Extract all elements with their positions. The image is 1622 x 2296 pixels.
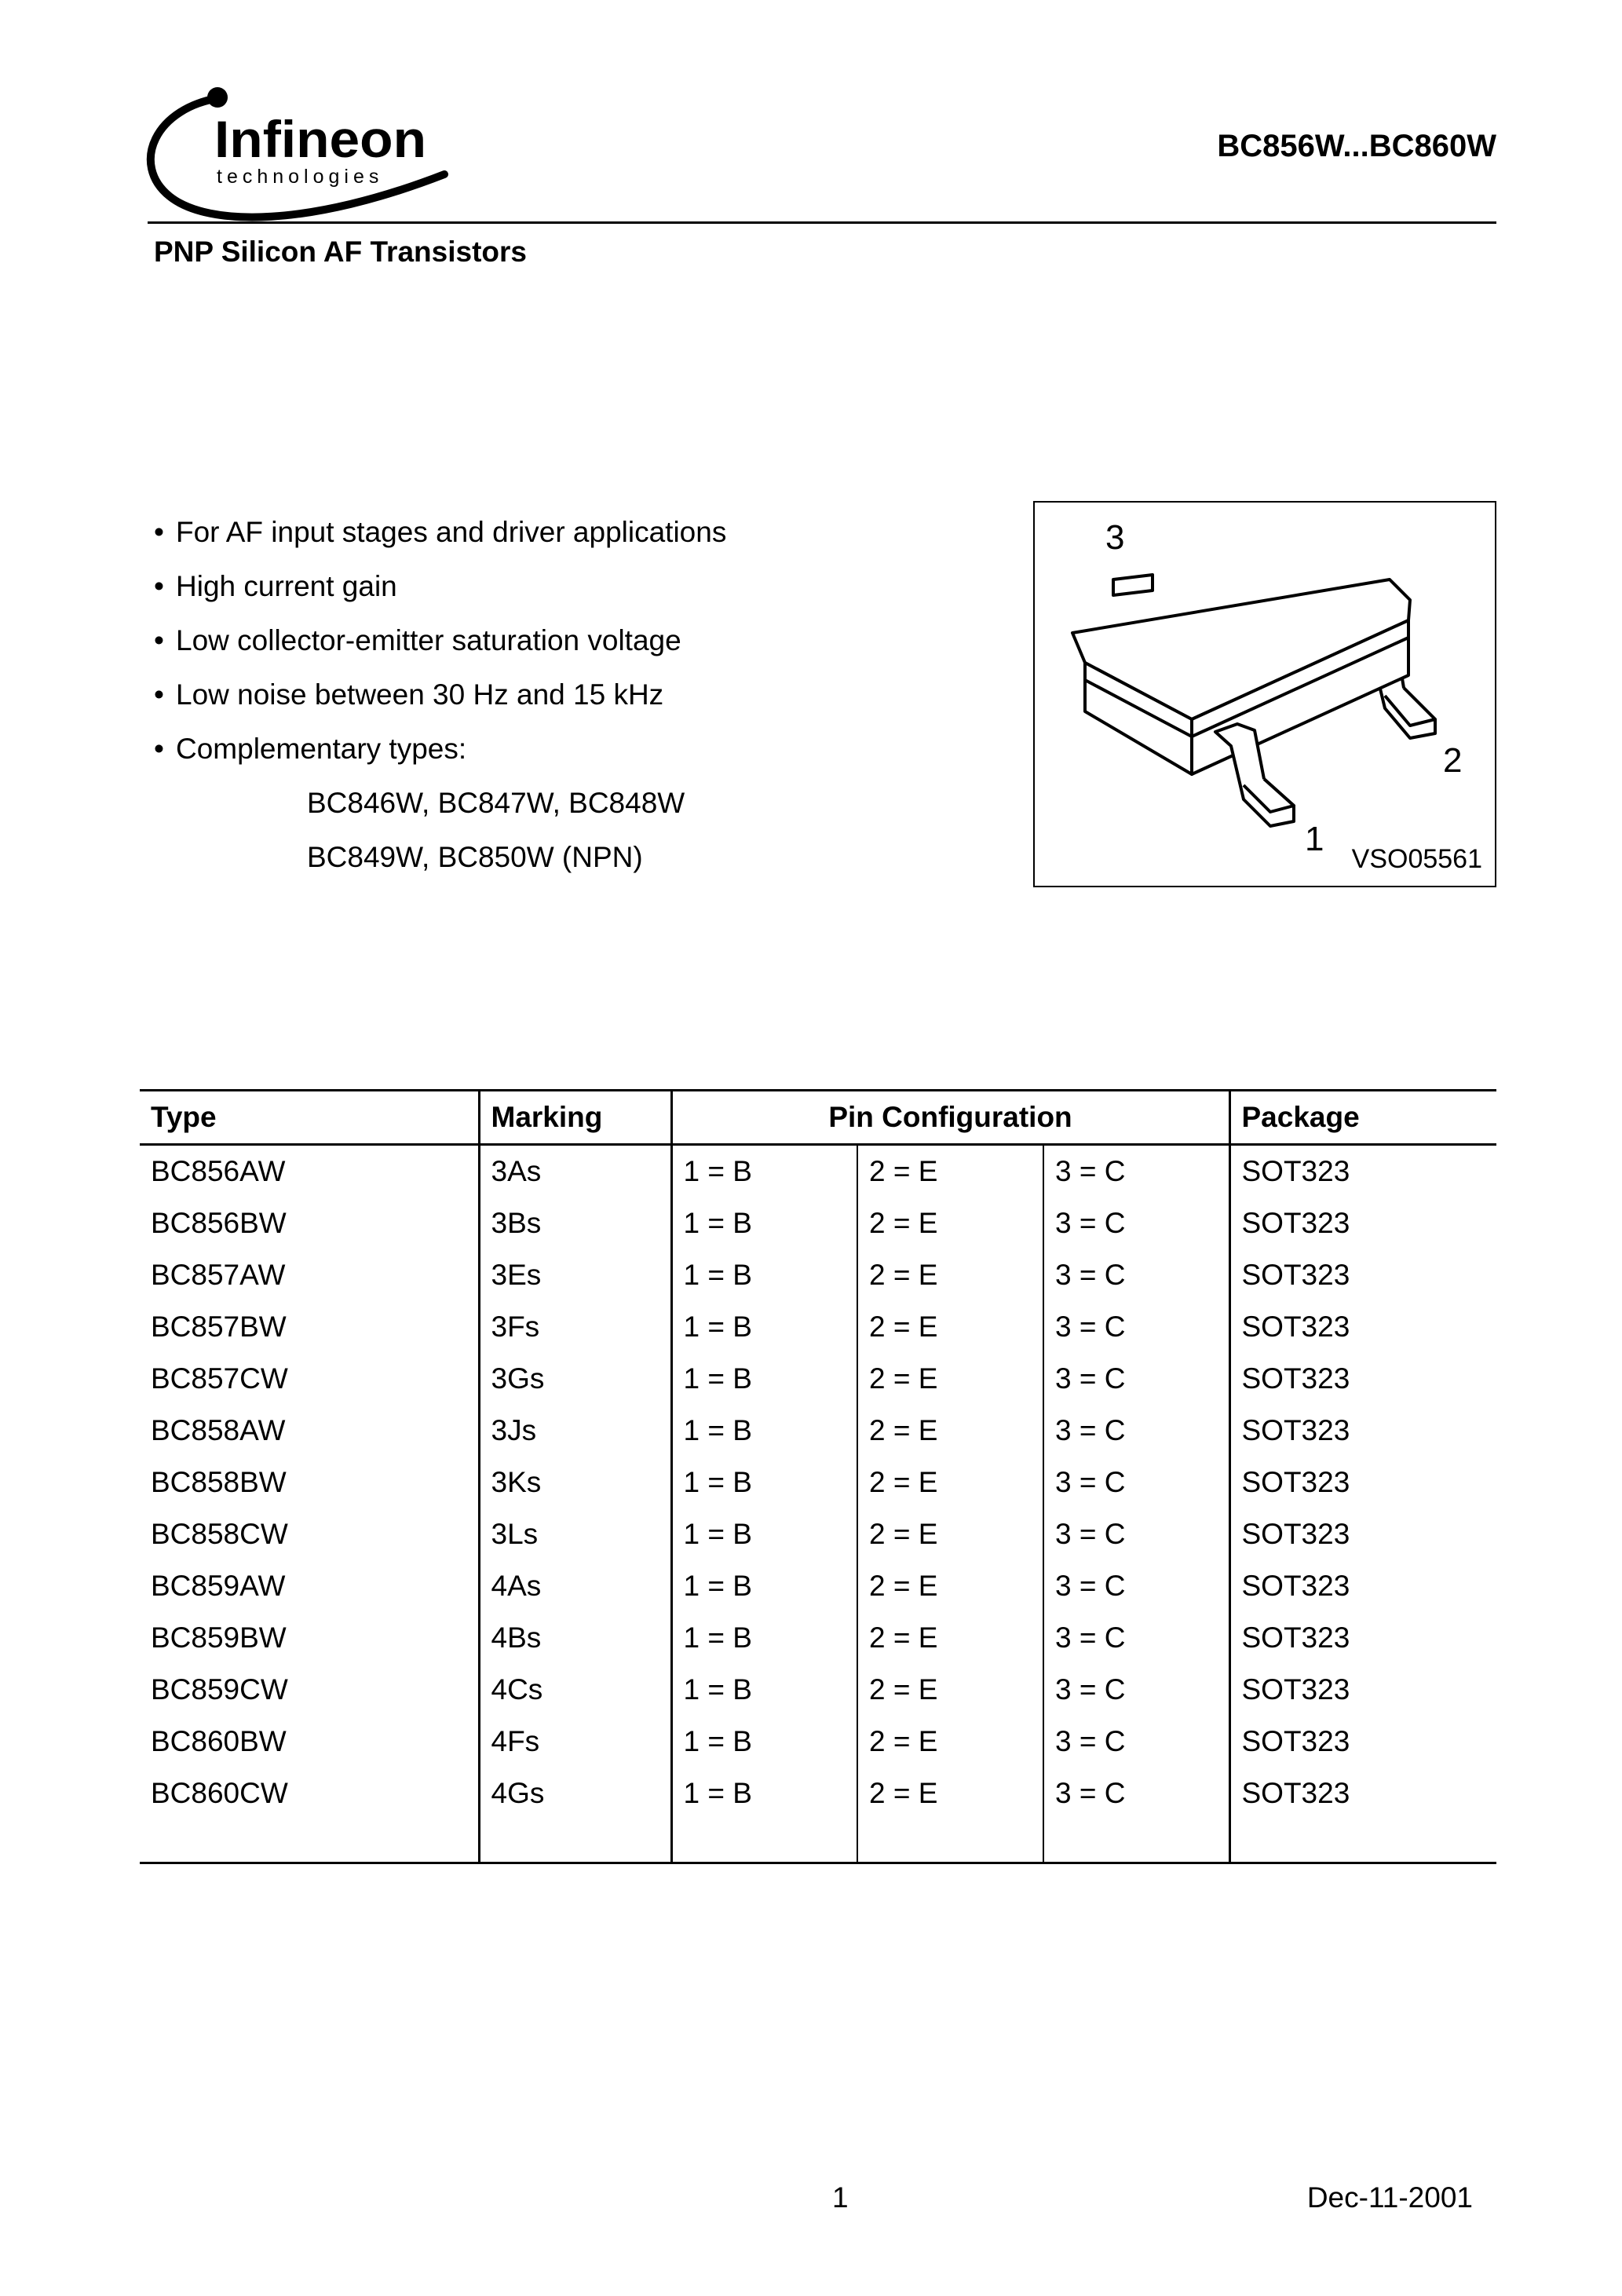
bullet-icon: •: [154, 570, 164, 602]
cell-pin-2: 2 = E: [857, 1508, 1043, 1560]
spacer-cell: [671, 1819, 857, 1863]
cell-pin-1: 1 = B: [671, 1405, 857, 1457]
cell-pin-1: 1 = B: [671, 1508, 857, 1560]
cell-pin-3: 3 = C: [1043, 1353, 1229, 1405]
header-type: Type: [140, 1091, 479, 1145]
table-header-row: [140, 1091, 1496, 1145]
cell-type: BC858AW: [151, 1414, 286, 1446]
cell-pin-2: 2 = E: [857, 1145, 1043, 1198]
cell-package: SOT323: [1229, 1768, 1496, 1819]
cell-type: BC857BW: [151, 1311, 287, 1343]
cell-package: SOT323: [1229, 1301, 1496, 1353]
cell-pin-2: 2 = E: [857, 1405, 1043, 1457]
cell-package: SOT323: [1229, 1457, 1496, 1508]
cell-pin-2: 2 = E: [857, 1457, 1043, 1508]
cell-type: BC858CW: [151, 1518, 288, 1550]
pin-3-label: 3: [1105, 518, 1125, 557]
cell-pin-1: 1 = B: [671, 1353, 857, 1405]
header-package: Package: [1229, 1091, 1496, 1145]
cell-marking: 4Bs: [479, 1612, 671, 1664]
bullet-icon: •: [154, 678, 164, 711]
document-title: BC856W...BC860W: [1217, 129, 1496, 163]
cell-package: SOT323: [1229, 1560, 1496, 1612]
cell-pin-1: 1 = B: [671, 1197, 857, 1249]
cell-package: SOT323: [1229, 1716, 1496, 1768]
cell-pin-3: 3 = C: [1043, 1145, 1229, 1198]
cell-pin-3: 3 = C: [1043, 1560, 1229, 1612]
cell-pin-2: 2 = E: [857, 1560, 1043, 1612]
cell-pin-1: 1 = B: [671, 1716, 857, 1768]
cell-pin-3: 3 = C: [1043, 1612, 1229, 1664]
cell-marking: 3Js: [479, 1405, 671, 1457]
cell-marking: 4Fs: [479, 1716, 671, 1768]
table-row: [140, 1664, 1496, 1716]
feature-item: • High current gain: [154, 559, 978, 613]
cell-pin-1: 1 = B: [671, 1301, 857, 1353]
feature-list: [154, 505, 978, 884]
cell-pin-3: 3 = C: [1043, 1301, 1229, 1353]
cell-type: BC857CW: [151, 1362, 288, 1395]
cell-pin-2: 2 = E: [857, 1664, 1043, 1716]
cell-pin-1: 1 = B: [671, 1457, 857, 1508]
cell-pin-2: 2 = E: [857, 1353, 1043, 1405]
cell-marking: 3Ks: [479, 1457, 671, 1508]
cell-type: BC859BW: [151, 1621, 287, 1654]
cell-pin-1: 1 = B: [671, 1664, 857, 1716]
table-row: [140, 1405, 1496, 1457]
cell-type: BC856AW: [151, 1155, 286, 1187]
header-pin-configuration: Pin Configuration: [671, 1091, 1229, 1145]
cell-marking: 3Gs: [479, 1353, 671, 1405]
table-row: [140, 1768, 1496, 1819]
cell-pin-3: 3 = C: [1043, 1249, 1229, 1301]
feature-item: • Low noise between 30 Hz and 15 kHz: [154, 667, 978, 722]
header-marking: Marking: [479, 1091, 671, 1145]
cell-type: BC858BW: [151, 1466, 287, 1498]
cell-marking: 3Fs: [479, 1301, 671, 1353]
cell-package: SOT323: [1229, 1249, 1496, 1301]
cell-pin-1: 1 = B: [671, 1560, 857, 1612]
table-row: [140, 1197, 1496, 1249]
cell-pin-3: 3 = C: [1043, 1664, 1229, 1716]
cell-pin-1: 1 = B: [671, 1249, 857, 1301]
cell-pin-3: 3 = C: [1043, 1768, 1229, 1819]
cell-marking: 4Cs: [479, 1664, 671, 1716]
pin-1-label: 1: [1305, 820, 1324, 858]
spacer-cell: [1043, 1819, 1229, 1863]
page-number: 1: [832, 2181, 849, 2214]
type-table-container: [140, 1089, 1496, 1864]
table-row: [140, 1508, 1496, 1560]
cell-type: BC856BW: [151, 1207, 287, 1239]
bullet-icon: •: [154, 733, 164, 765]
cell-type: BC859AW: [151, 1570, 286, 1602]
cell-pin-3: 3 = C: [1043, 1716, 1229, 1768]
header-divider: [148, 221, 1496, 224]
infineon-logo: [138, 79, 468, 236]
cell-pin-3: 3 = C: [1043, 1197, 1229, 1249]
cell-marking: 4Gs: [479, 1768, 671, 1819]
cell-pin-3: 3 = C: [1043, 1457, 1229, 1508]
pin-2-label: 2: [1443, 741, 1463, 780]
feature-item: • For AF input stages and driver applications: [154, 505, 978, 559]
infineon-logo-mark: [138, 79, 468, 236]
table-body: [140, 1145, 1496, 1863]
complementary-types-line: BC846W, BC847W, BC848W: [307, 787, 685, 819]
spacer-cell: [479, 1819, 671, 1863]
document-subtitle: PNP Silicon AF Transistors: [154, 236, 527, 268]
cell-package: SOT323: [1229, 1145, 1496, 1198]
cell-package: SOT323: [1229, 1508, 1496, 1560]
cell-pin-2: 2 = E: [857, 1197, 1043, 1249]
cell-pin-2: 2 = E: [857, 1768, 1043, 1819]
table-row: [140, 1457, 1496, 1508]
cell-pin-2: 2 = E: [857, 1612, 1043, 1664]
cell-package: SOT323: [1229, 1664, 1496, 1716]
cell-type: BC859CW: [151, 1673, 288, 1706]
type-table: [140, 1089, 1496, 1864]
table-row: [140, 1301, 1496, 1353]
cell-pin-2: 2 = E: [857, 1249, 1043, 1301]
cell-pin-3: 3 = C: [1043, 1508, 1229, 1560]
table-row: [140, 1612, 1496, 1664]
cell-marking: 3Es: [479, 1249, 671, 1301]
document-date: Dec-11-2001: [1306, 2181, 1473, 2214]
complementary-types-line: BC849W, BC850W (NPN): [307, 841, 643, 873]
table-row: [140, 1249, 1496, 1301]
logo-brand-text: Infineon: [214, 110, 426, 168]
table-row: [140, 1560, 1496, 1612]
cell-type: BC860BW: [151, 1725, 287, 1757]
spacer-cell: [1229, 1819, 1496, 1863]
cell-package: SOT323: [1229, 1405, 1496, 1457]
table-row: [140, 1145, 1496, 1198]
table-row: [140, 1353, 1496, 1405]
cell-package: SOT323: [1229, 1197, 1496, 1249]
cell-pin-2: 2 = E: [857, 1301, 1043, 1353]
cell-type: BC860CW: [151, 1777, 288, 1809]
cell-package: SOT323: [1229, 1612, 1496, 1664]
cell-marking: 3Bs: [479, 1197, 671, 1249]
cell-pin-1: 1 = B: [671, 1612, 857, 1664]
sot323-package-drawing-icon: [1035, 503, 1495, 886]
package-drawing-code: VSO05561: [1351, 844, 1482, 874]
package-figure: [1033, 501, 1496, 887]
feature-item: • Complementary types:: [154, 722, 978, 776]
bullet-icon: •: [154, 516, 164, 548]
cell-pin-1: 1 = B: [671, 1145, 857, 1198]
cell-marking: 4As: [479, 1560, 671, 1612]
spacer-cell: [857, 1819, 1043, 1863]
cell-pin-1: 1 = B: [671, 1768, 857, 1819]
cell-pin-2: 2 = E: [857, 1716, 1043, 1768]
spacer-cell: [140, 1819, 479, 1863]
table-bottom-spacer: [140, 1819, 1496, 1863]
table-row: [140, 1716, 1496, 1768]
cell-marking: 3As: [479, 1145, 671, 1198]
logo-sub-text: technologies: [217, 166, 384, 188]
feature-item: • Low collector-emitter saturation voltage: [154, 613, 978, 667]
cell-type: BC857AW: [151, 1259, 286, 1291]
cell-pin-3: 3 = C: [1043, 1405, 1229, 1457]
bullet-icon: •: [154, 624, 164, 656]
cell-package: SOT323: [1229, 1353, 1496, 1405]
cell-marking: 3Ls: [479, 1508, 671, 1560]
